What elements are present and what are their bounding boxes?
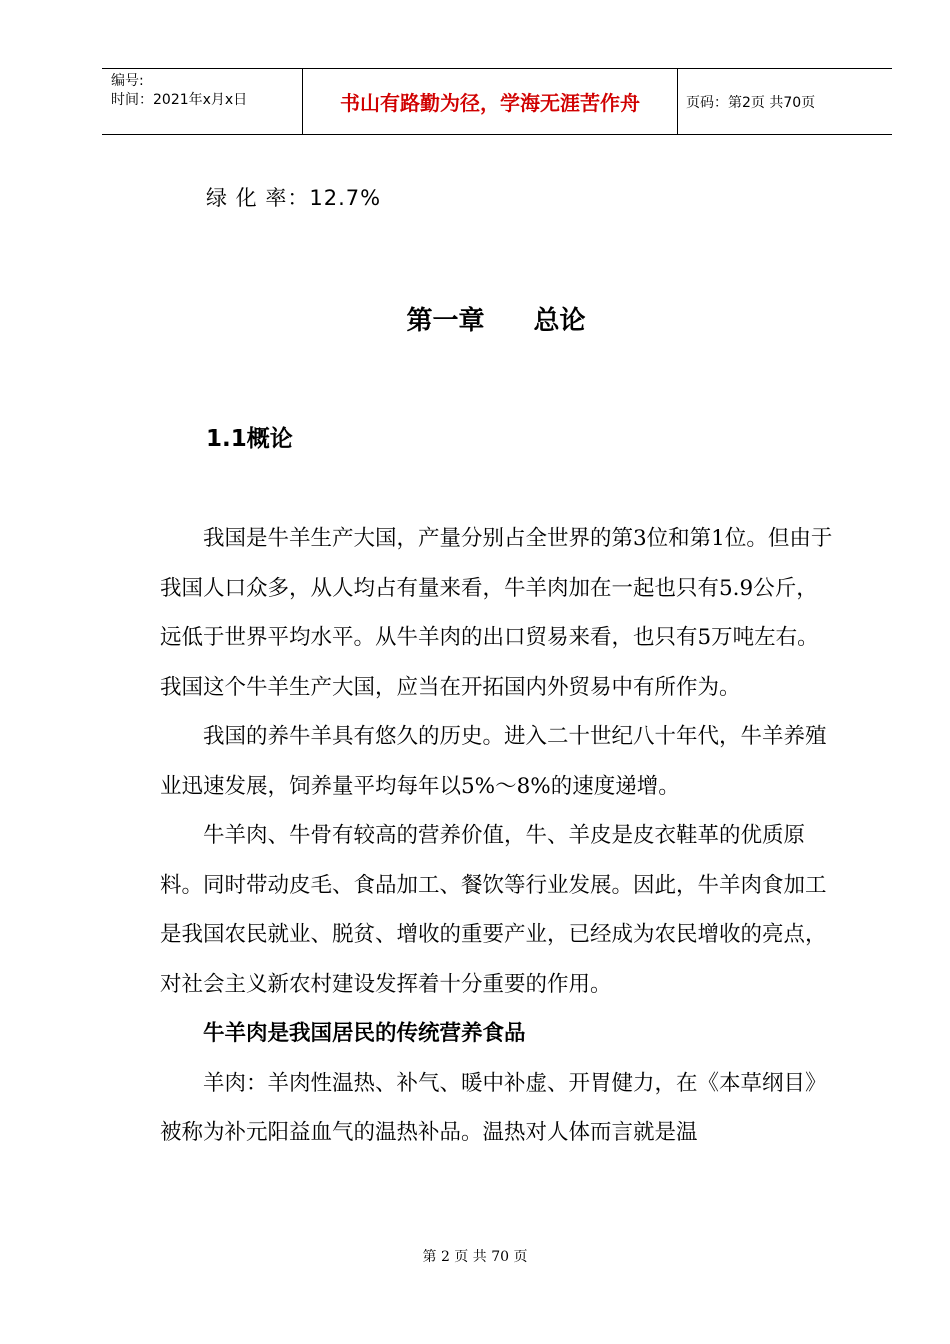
body-text [160,514,840,1158]
header-meta [102,69,303,134]
header-page-info: 页码：第2页 共70页 [686,94,816,111]
time-label: 时间：2021年x月x日 [111,92,248,108]
green-rate-text: 绿 化 率：12.7% [206,186,382,210]
chapter-title: 第一章 总论 [406,306,586,336]
page-footer: 第 2 页 共 70 页 [422,1249,528,1265]
page-header [102,68,892,135]
section-title: 1.1概论 [206,426,293,452]
number-label: 编号: [111,73,144,89]
paragraph-3: 牛羊肉、牛骨有较高的营养价值，牛、羊皮是皮衣鞋革的优质原料。同时带动皮毛、食品加工、餐饮等行业发展。因此，牛羊肉食加工是我国农民就业、脱贫、增收的重要产业，已经成为农民增收的亮点，对社会主义新农村建设发挥着十分重要的作用。 [160,823,827,997]
header-motto: 书山有路勤为径，学海无涯苦作舟 [303,69,678,134]
paragraph-1: 我国是牛羊生产大国，产量分别占全世界的第3位和第1位。但由于我国人口众多，从人均占有量来看，牛羊肉加在一起也只有5.9公斤， 远低于世界平均水平。从牛羊肉的出口贸易来看，也只有5万吨左右。我国这个牛羊生产大国，应当在开拓国内外贸易中有所作为。 [160,526,833,700]
paragraph-2: 我国的养牛羊具有悠久的历史。进入二十世纪八十年代，牛羊养殖业迅速发展，饲养量平均每年以5%～8%的速度递增。 [160,724,827,799]
bold-heading: 牛羊肉是我国居民的传统营养食品 [203,1021,526,1046]
paragraph-4: 羊肉：羊肉性温热、补气、暖中补虚、开胃健力，在《本草纲目》被称为补元阳益血气的温热补品。温热对人体而言就是温 [160,1070,827,1145]
